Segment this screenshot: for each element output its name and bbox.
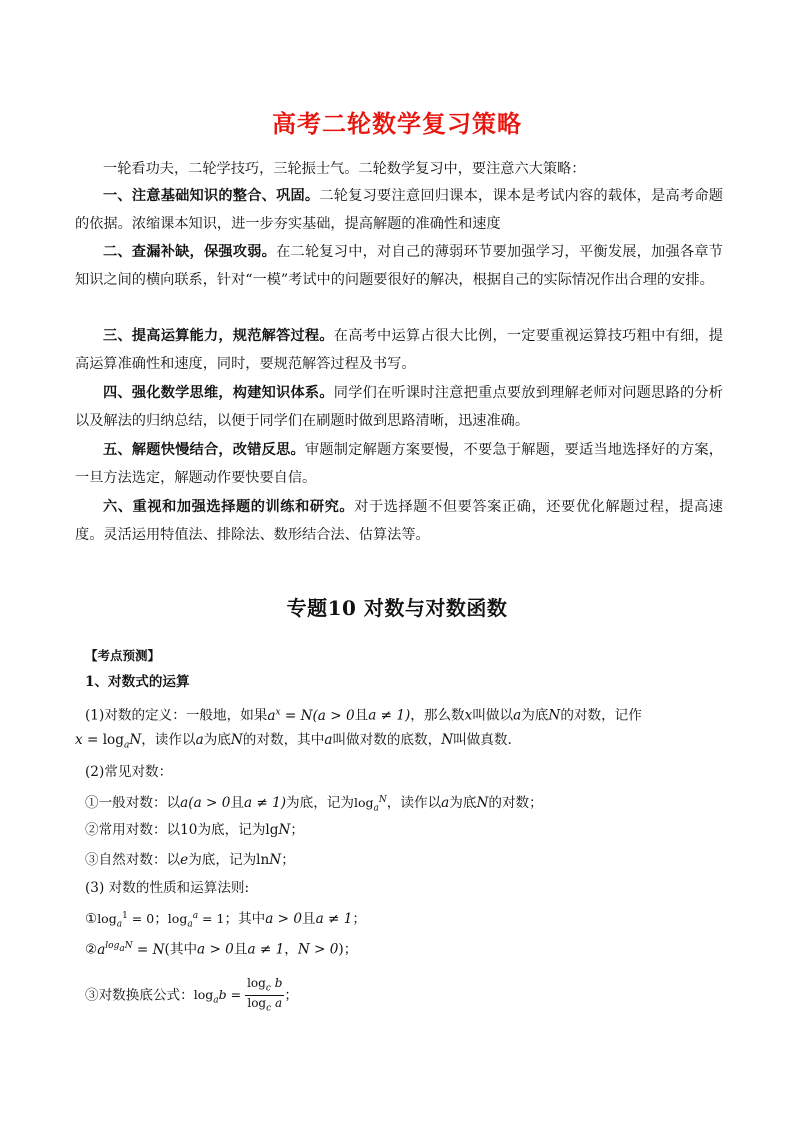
math-e: e <box>180 852 189 868</box>
common-1d: 为底 <box>449 795 477 812</box>
math-expr: $\log_a^N$ <box>354 795 387 814</box>
def-text-i: 叫做对数的底数， <box>332 732 442 748</box>
definition-line-2: $x = \log_aN$，读作以a为底N的对数，其中a叫做对数的底数，N叫做真数. <box>75 732 512 751</box>
common-3b: 为底，记为 <box>188 852 257 868</box>
math-expr: $\log_a^a = 1$ <box>167 911 225 930</box>
math-expr: $\log_a^1 = 0$ <box>97 911 155 930</box>
common-2b: ； <box>290 822 304 838</box>
math-expr: a ≠ 1) <box>368 707 411 724</box>
math-expr: $a^x = N(a > 0$ <box>267 707 355 724</box>
strategy-1 <box>75 183 723 238</box>
strategy-1-text: 二轮复习要注意回归课本，课本是考试内容的载体，是高考命题的依据。浓缩课本知识，进一步夯实基础，提高解题的准确性和速度 <box>75 188 723 232</box>
math-N: N <box>441 732 454 748</box>
math-expr: $a^{log_aN} = N$ <box>97 941 165 958</box>
common-3c: ； <box>281 852 295 868</box>
strategy-3-text: 在高考中运算占很大比例，一定要重视运算技巧粗中有细，提高运算准确性和速度，同时，要规范解答过程及书写。 <box>75 328 723 372</box>
def-text-f: ，读作以 <box>141 732 196 748</box>
strategy-4-lead: 四、强化数学思维，构建知识体系。 <box>103 385 334 401</box>
topic-title: 专题10 对数与对数函数 <box>286 596 508 620</box>
strategy-3-lead: 三、提高运算能力，规范解答过程。 <box>103 328 334 344</box>
strategy-2 <box>75 239 723 294</box>
rule-1b: ； <box>154 911 168 928</box>
def-text-a: (1)对数的定义：一般地，如果 <box>85 707 268 724</box>
def-text-j: 叫做真数. <box>453 732 512 748</box>
math-expr: a ≠ 1) <box>243 795 287 812</box>
rule-3 <box>85 976 725 1016</box>
rule-2d: ， <box>284 941 298 958</box>
strategy-4 <box>75 380 723 435</box>
common-1c: ，读作以 <box>386 795 442 812</box>
def-text-e: 的对数，记作 <box>560 707 642 724</box>
strategy-6-lead: 六、重视和加强选择题的训练和研究。 <box>103 499 355 515</box>
section-heading: 1、对数式的运算 <box>85 674 190 690</box>
math-expr: a(a > 0 <box>180 795 231 812</box>
math-expr: ln <box>256 852 270 868</box>
def-text-d: 为底 <box>521 707 549 724</box>
strategy-5-text: 审题制定解题方案要慢，不要急于解题，要适当地选择好的方案，一旦方法选定，解题动作要快要自信。 <box>75 442 723 486</box>
rule-1d: 且 <box>302 911 316 928</box>
section-tag: 【考点预测】 <box>85 648 161 663</box>
rule-2 <box>85 936 725 960</box>
math-N: N <box>269 852 282 868</box>
math-expr: a > 0 <box>265 911 303 928</box>
strategy-3 <box>75 323 723 378</box>
math-and: 且 <box>230 795 244 812</box>
strategy-6-text: 对于选择题不但要答案正确，还要优化解题过程，提高速度。灵活运用特值法、排除法、数形结合法、估算法等。 <box>75 499 723 543</box>
common-log-1 <box>85 790 725 819</box>
rule-2e: )； <box>338 941 358 958</box>
common-log-3 <box>85 850 725 870</box>
def-text-b: ，那么数 <box>410 707 465 724</box>
common-heading: (2)常见对数： <box>85 764 173 780</box>
def-text-h: 的对数，其中 <box>242 732 325 748</box>
common-1a: ①一般对数：以 <box>85 795 181 812</box>
rule-1a: ① <box>85 911 98 928</box>
rule-2a: ② <box>85 941 98 958</box>
strategy-6 <box>75 494 723 549</box>
rule-1e: ； <box>352 911 367 928</box>
math-expr: lg <box>265 822 279 838</box>
rule-1 <box>85 906 725 935</box>
math-expr: a > 0 <box>197 941 234 958</box>
common-3a: ③自然对数：以 <box>85 852 181 868</box>
math-N: N <box>278 822 291 838</box>
math-a: a <box>324 732 333 748</box>
rule-3b: ； <box>284 987 298 1004</box>
rule-2b: (其中 <box>164 941 198 958</box>
rule-2c: 且 <box>233 941 248 958</box>
strategy-4-text: 同学们在听课时注意把重点要放到理解老师对问题思路的分析以及解法的归纳总结，以便于同学们在刷题时做到思路清晰，迅速准确。 <box>75 385 723 429</box>
strategy-5-lead: 五、解题快慢结合，改错反思。 <box>103 442 305 458</box>
def-text-c: 叫做以 <box>472 707 514 724</box>
rules-heading: (3) 对数的性质和运算法则: <box>85 880 250 896</box>
math-N: N <box>129 732 142 748</box>
math-N: N <box>548 707 561 724</box>
math-a: a <box>195 732 204 748</box>
math-expr: log <box>102 732 124 748</box>
math-expr: a ≠ 1 <box>247 941 285 958</box>
strategy-2-lead: 二、查漏补缺，保强攻弱。 <box>103 244 277 260</box>
definition-line-1 <box>85 702 725 726</box>
math-and: 且 <box>354 707 369 724</box>
common-log-2 <box>85 820 725 840</box>
strategy-5 <box>75 437 723 492</box>
strategy-2-text: 在二轮复习中，对自己的薄弱环节要加强学习，平衡发展，加强各章节知识之间的横向联系，针对“一模”考试中的问题要很好的解决，根据自己的实际情况作出合理的安排。 <box>75 244 723 288</box>
common-1e: 的对数； <box>488 795 543 812</box>
rule-3a: ③对数换底公式： <box>85 987 194 1004</box>
intro-paragraph: 一轮看功夫，二轮学技巧，三轮振士气。二轮数学复习中，要注意六大策略： <box>103 161 586 177</box>
page-title: 高考二轮数学复习策略 <box>272 110 522 138</box>
math-expr: N > 0 <box>297 941 339 958</box>
math-N: N <box>476 795 489 812</box>
math-x: x <box>464 707 473 724</box>
strategy-1-lead: 一、注意基础知识的整合、巩固。 <box>103 188 320 204</box>
def-text-g: 为底 <box>203 732 231 748</box>
common-2a: ②常用对数：以10为底，记为 <box>85 822 266 838</box>
common-1b: 为底，记为 <box>286 795 355 812</box>
math-a: a <box>513 707 522 724</box>
math-N: N <box>230 732 243 748</box>
rule-1c: ；其中 <box>224 911 266 928</box>
change-of-base-fraction: $\frac{\log_c b}{\log_c a}$ <box>247 976 283 1014</box>
math-expr: x = <box>75 732 103 748</box>
math-expr: a ≠ 1 <box>315 911 353 928</box>
math-a: a <box>441 795 450 812</box>
math-expr: $\log_ab$ = <box>193 987 246 1006</box>
